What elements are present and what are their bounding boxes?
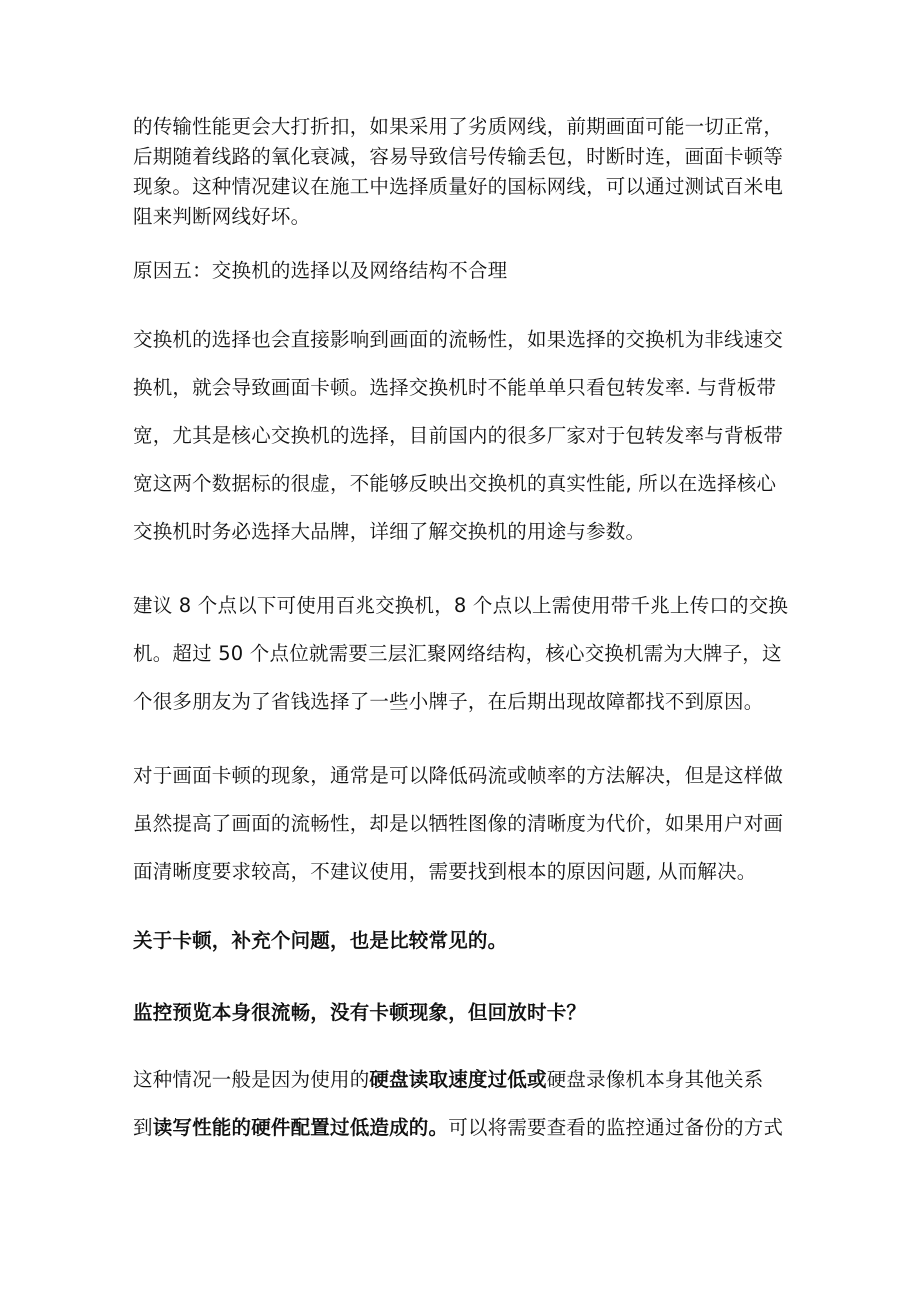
paragraph-line: 面清晰度要求较高，不建议使用，需要找到根本的原因问题, 从而解决。 <box>133 860 757 883</box>
bold-question <box>133 998 797 1028</box>
bold-note <box>133 926 797 956</box>
paragraph-line: 现象。这种情况建议在施工中选择质量好的国标网线，可以通过测试百米电 <box>133 175 784 198</box>
bold-note-text: 关于卡顿，补充个问题，也是比较常见的。 <box>133 929 508 952</box>
paragraph-switch-selection <box>133 316 797 556</box>
text-run: 到 <box>133 1116 153 1139</box>
text-run: 可以将需要查看的监控通过备份的方式 <box>448 1116 784 1139</box>
paragraph-line: 机。超过 50 个点位就需要三层汇聚网络结构，核心交换机需为大牌子，这 <box>133 642 782 665</box>
bold-run: 硬盘读取速度过低或 <box>369 1068 547 1091</box>
paragraph-line <box>133 1056 797 1104</box>
paragraph-line: 对于画面卡顿的现象，通常是可以降低码流或帧率的方法解决，但是这样做 <box>133 764 784 787</box>
bold-question-text: 监控预览本身很流畅，没有卡顿现象，但回放时卡？ <box>133 1001 587 1024</box>
paragraph-line: 宽，尤其是核心交换机的选择，目前国内的很多厂家对于包转发率与背板带 <box>133 424 784 447</box>
paragraph-line: 交换机的选择也会直接影响到画面的流畅性，如果选择的交换机为非线速交 <box>133 328 784 351</box>
paragraph-line: 个很多朋友为了省钱选择了一些小牌子，在后期出现故障都找不到原因。 <box>133 690 764 713</box>
paragraph-line: 的传输性能更会大打折扣，如果采用了劣质网线，前期画面可能一切正常， <box>133 115 784 138</box>
paragraph-playback-lag <box>133 1056 797 1152</box>
text-run: 这种情况一般是因为使用的 <box>133 1068 370 1091</box>
heading-text: 原因五：交换机的选择以及网络结构不合理 <box>133 259 508 282</box>
paragraph-line <box>133 1104 797 1152</box>
paragraph-line: 后期随着线路的氧化衰减，容易导致信号传输丢包，时断时连，画面卡顿等 <box>133 145 784 168</box>
paragraph-line: 交换机时务必选择大品牌，详细了解交换机的用途与参数。 <box>133 520 646 543</box>
paragraph-line: 宽这两个数据标的很虚，不能够反映出交换机的真实性能, 所以在选择核心 <box>133 472 777 495</box>
paragraph-line: 虽然提高了画面的流畅性，却是以牺牲图像的清晰度为代价，如果用户对画 <box>133 812 784 835</box>
paragraph-lag-solution <box>133 752 797 896</box>
paragraph-switch-recommendation <box>133 582 797 726</box>
paragraph-line: 阻来判断网线好坏。 <box>133 205 311 228</box>
paragraph-cable-quality <box>133 112 797 232</box>
paragraph-line: 建议 8 个点以下可使用百兆交换机，8 个点以上需使用带千兆上传口的交换 <box>133 594 789 617</box>
text-run: 硬盘录像机本身其他关系 <box>546 1068 764 1091</box>
section-heading-reason-five <box>133 256 797 286</box>
bold-run: 读写性能的硬件配置过低造成的。 <box>152 1116 449 1139</box>
paragraph-line: 换机，就会导致画面卡顿。选择交换机时不能单单只看包转发率. 与背板带 <box>133 376 777 399</box>
